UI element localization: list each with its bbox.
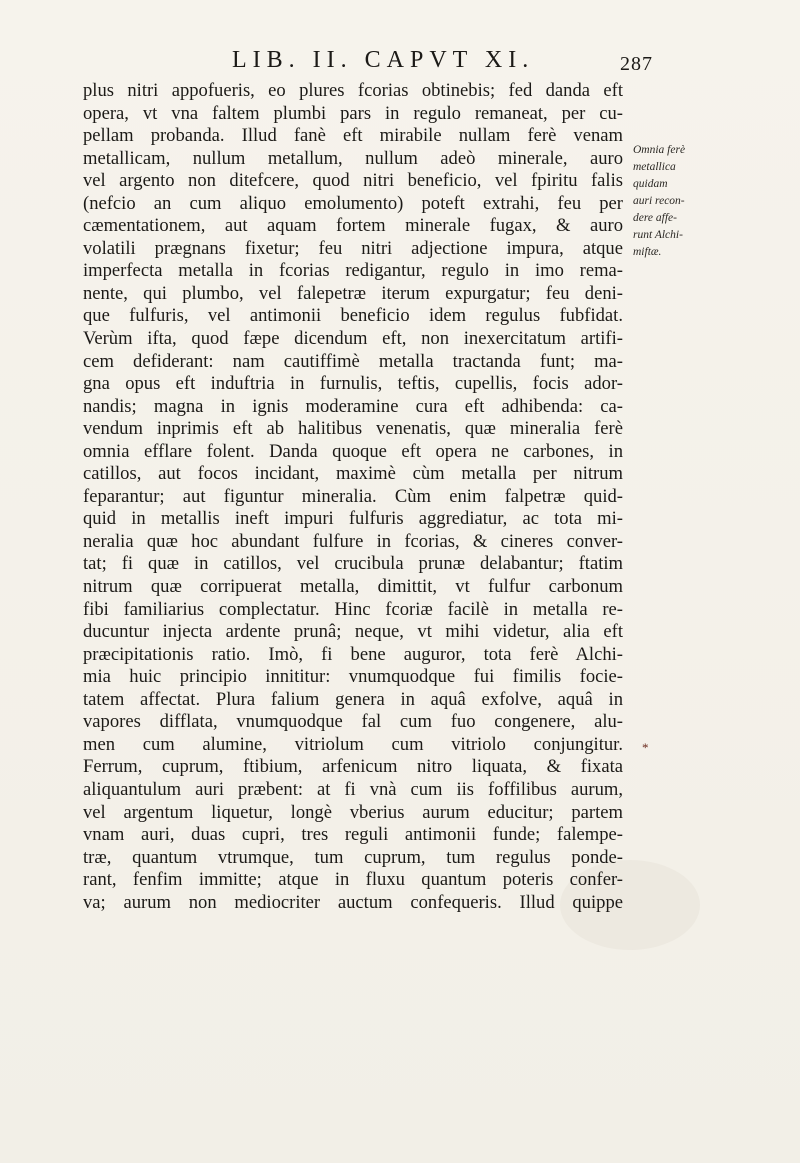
text-line: opera, vt vna faltem plumbi pars in regulo remaneat, per cu- — [83, 102, 623, 124]
text-line: cæmentationem, aut aquam fortem minerale fugax, & auro — [83, 215, 623, 237]
text-line: mia huic principio innititur: vnumquodque fui fimilis focie- — [83, 666, 623, 688]
margin-note-line: miftæ. — [633, 246, 662, 258]
text-line: ducuntur injecta ardente prunâ; neque, vt mihi videtur, alia eft — [83, 621, 623, 643]
margin-note-line: Omnia ferè — [633, 144, 686, 156]
margin-note-line: metallica — [633, 161, 676, 173]
text-line: catillos, aut focos incidant, maximè cùm metalla per nitrum — [83, 463, 623, 485]
text-line: Ferrum, cuprum, ftibium, arfenicum nitro liquata, & fixata — [83, 756, 623, 778]
running-head — [0, 47, 800, 77]
margin-note-line: dere affe- — [633, 212, 677, 224]
text-line: metallicam, nullum metallum, nullum adeò minerale, auro — [83, 147, 623, 169]
text-line: træ, quantum vtrumque, tum cuprum, tum regulus ponde- — [83, 846, 623, 868]
margin-note-line: auri recon- — [633, 195, 685, 207]
running-title: LIB. II. CAPVT XI. — [232, 47, 535, 73]
text-line: præcipitationis ratio. Imò, fi bene auguror, tota ferè Alchi- — [83, 643, 623, 665]
body-text — [83, 80, 623, 914]
margin-asterisk-mark: * — [642, 740, 649, 755]
text-line: vel argentum liquetur, longè vberius aurum educitur; partem — [83, 801, 623, 823]
text-line: pellam probanda. Illud fanè eft mirabile nullam ferè venam — [83, 125, 623, 147]
text-line: va; aurum non mediocriter auctum confequeris. Illud quippe — [83, 891, 623, 913]
text-line: nandis; magna in ignis moderamine cura eft adhibenda: ca- — [83, 395, 623, 417]
text-line: rant, fenfim immitte; atque in fluxu quantum poteris confer- — [83, 869, 623, 891]
margin-note — [633, 142, 703, 261]
text-line: volatili prægnans fixetur; feu nitri adjectione impura, atque — [83, 237, 623, 259]
page-number: 287 — [620, 53, 653, 75]
text-line: neralia quæ hoc abundant fulfure in fcorias, & cineres conver- — [83, 530, 623, 552]
text-line: tat; fi quæ in catillos, vel crucibula prunæ delabantur; ftatim — [83, 553, 623, 575]
text-line: aliquantulum auri præbent: at fi vnà cum iis foffilibus aurum, — [83, 778, 623, 800]
text-line: fibi familiarius compleсtatur. Hinc fcoriæ facilè in metalla re- — [83, 598, 623, 620]
text-line: tatem affectat. Plura falium genera in aquâ exfolve, aquâ in — [83, 688, 623, 710]
text-line: que fulfuris, vel antimonii beneficio idem regulus fubfidat. — [83, 305, 623, 327]
text-line: cem defiderant: nam cautiffimè metalla tractanda funt; ma- — [83, 350, 623, 372]
text-line: nitrum quæ corripuerat metalla, dimittit, vt fulfur carbonum — [83, 576, 623, 598]
text-line: gna opus eft induftria in furnulis, teftis, cupellis, focis ador- — [83, 373, 623, 395]
text-line: men cum alumine, vitriolum cum vitriolo conjungitur. — [83, 733, 623, 755]
text-line: Verùm ifta, quod fæpe dicendum eft, non inexercitatum artifi- — [83, 328, 623, 350]
text-line: vapores difflata, vnumquodque fal cum fuo congenere, alu- — [83, 711, 623, 733]
text-line: vel argento non ditefcere, quod nitri beneficio, vel fpiritu falis — [83, 170, 623, 192]
margin-note-line: quidam — [633, 178, 668, 190]
text-line: quid in metallis ineft impuri fulfuris aggrediatur, ac tota mi- — [83, 508, 623, 530]
text-line: vendum inprimis eft ab halitibus venenatis, quæ mineralia ferè — [83, 418, 623, 440]
text-line: plus nitri appofueris, eo plures fcorias obtinebis; fed danda eft — [83, 80, 623, 101]
text-line: omnia efflare folent. Danda quoque eft opera ne carbones, in — [83, 440, 623, 462]
margin-note-line: runt Alchi- — [633, 229, 683, 241]
text-line: (nefcio an cum aliquo emolumento) poteft extrahi, feu per — [83, 192, 623, 214]
text-line: nente, qui plumbo, vel falepetræ iterum expurgatur; feu deni- — [83, 282, 623, 304]
text-line: feparantur; aut figuntur mineralia. Cùm enim falpetræ quid- — [83, 485, 623, 507]
text-line: vnam auri, duas cupri, tres reguli antimonii funde; falempe- — [83, 824, 623, 846]
text-line: imperfecta metalla in fcorias redigantur, regulo in imo rema- — [83, 260, 623, 282]
